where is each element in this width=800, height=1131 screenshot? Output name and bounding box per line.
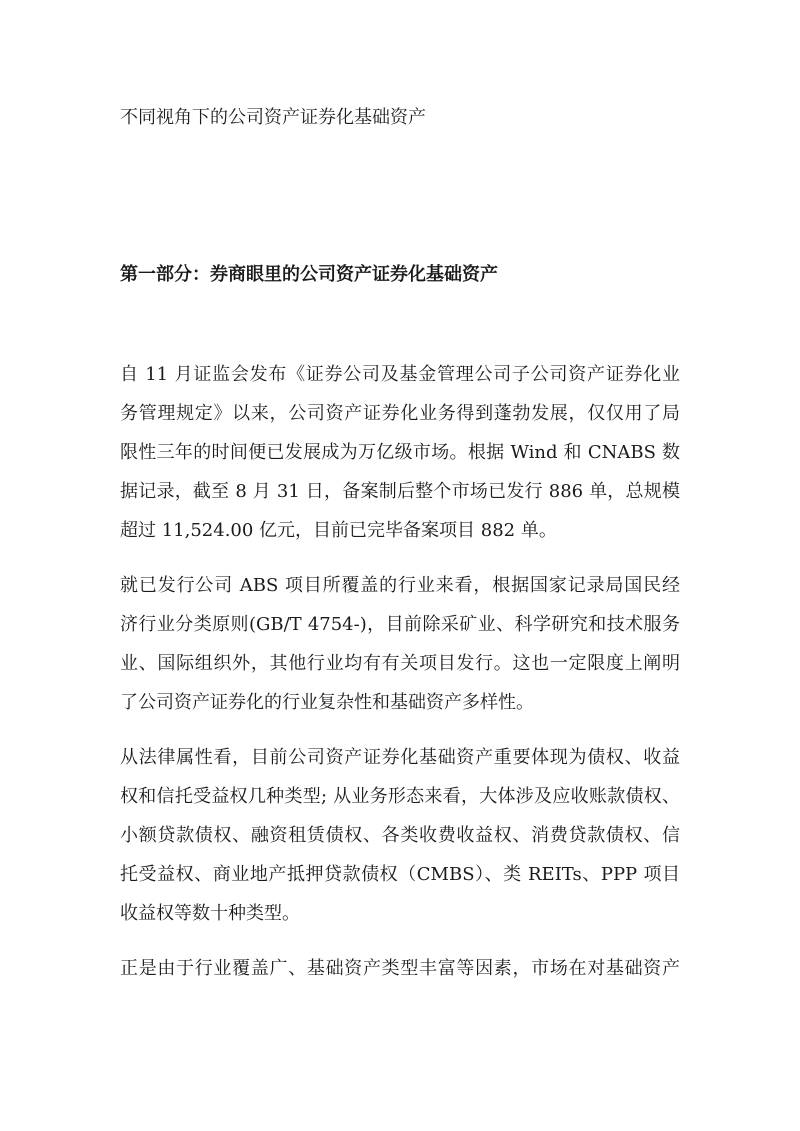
text-line: 权和信托受益权几种类型; 从业务形态来看，大体涉及应收账款债权、 <box>120 786 680 807</box>
text-line: 限性三年的时间便已发展成为万亿级市场。根据 Wind 和 CNABS 数 <box>120 442 680 463</box>
text-line: 自 11 月证监会发布《证券公司及基金管理公司子公司资产证券化业 <box>120 364 680 385</box>
document-body <box>120 355 680 1004</box>
paragraph-4 <box>120 949 680 988</box>
text-line: 托受益权、商业地产抵押贷款债权（CMBS）、类 REITs、PPP 项目 <box>120 864 680 885</box>
text-line: 正是由于行业覆盖广、基础资产类型丰富等因素，市场在对基础资产 <box>120 958 680 979</box>
text-line: 从法律属性看，目前公司资产证券化基础资产重要体现为债权、收益 <box>120 747 680 768</box>
text-line: 收益权等数十种类型。 <box>120 903 300 924</box>
section-heading: 第一部分：券商眼里的公司资产证券化基础资产 <box>120 264 498 285</box>
text-line: 务管理规定》以来，公司资产证券化业务得到蓬勃发展，仅仅用了局 <box>120 403 680 424</box>
text-line: 就已发行公司 ABS 项目所覆盖的行业来看，根据国家记录局国民经 <box>120 575 680 596</box>
document-title: 不同视角下的公司资产证券化基础资产 <box>120 107 426 128</box>
text-line: 小额贷款债权、融资租赁债权、各类收费收益权、消费贷款债权、信 <box>120 825 680 846</box>
paragraph-1 <box>120 355 680 550</box>
text-line: 据记录，截至 8 月 31 日，备案制后整个市场已发行 886 单，总规模 <box>120 481 680 502</box>
text-line: 济行业分类原则(GB/T 4754-)，目前除采矿业、科学研究和技术服务 <box>120 614 680 635</box>
text-line: 业、国际组织外，其他行业均有有关项目发行。这也一定限度上阐明 <box>120 653 680 674</box>
paragraph-2 <box>120 566 680 722</box>
paragraph-3 <box>120 738 680 933</box>
text-line: 超过 11,524.00 亿元，目前已完毕备案项目 882 单。 <box>120 520 557 541</box>
text-line: 了公司资产证券化的行业复杂性和基础资产多样性。 <box>120 692 534 713</box>
